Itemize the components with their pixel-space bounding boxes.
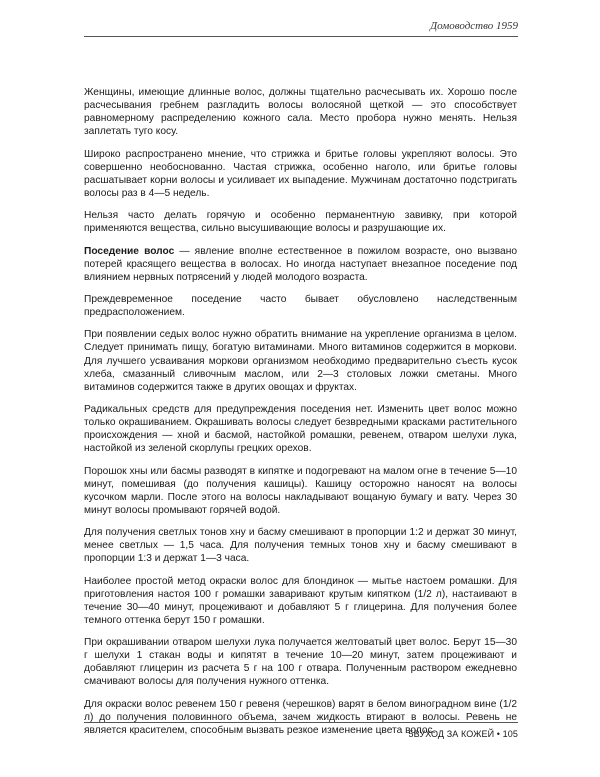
paragraph-long-hair bbox=[84, 86, 517, 138]
paragraph-text: Преждевременное поседение часто бывает обусловлено наследственным предрасположением. bbox=[84, 293, 517, 319]
paragraph-text: Женщины, имеющие длинные волос, должны тщательно расчесывать их. Хорошо после расчесывания гребнем разгладить волосы волосяной щеткой — это способствует равномерному распределению кожного сала. Место пробора нужно менять. Нельзя заплетать туго косу. bbox=[84, 87, 517, 138]
paragraph-text: — явление вполне естественное в пожилом возрасте, оно вызвано потерей красящего вещества в волосах. Но иногда наступает внезапное поседение под влиянием нервных потрясений у людей молодого возраста. bbox=[84, 245, 517, 283]
footer-bullet: • bbox=[496, 729, 501, 739]
paragraph-text: Порошок хны или басмы разводят в кипятке и подогревают на малом огне в течение 5—10 минут, помешивая (до получения кашицы). Кашицу осторожно наносят на волосы кусочком марли. После этого на волосы накладывают вощаную бумагу и вату. Через 30 минут волосы промывают горячей водой. bbox=[84, 465, 517, 516]
paragraph-onion-husk bbox=[84, 636, 517, 688]
paragraph-chamomile bbox=[84, 575, 517, 627]
paragraph-text: Радикальных средств для предупреждения поседения нет. Изменить цвет волос можно только окрашиванием. Окрашивать волосы следует безвредными красками растительного происхождения — хной и басмой, настойкой ромашки, ревенем, отваром шелухи лука, настойкой из зеленой скорлупы грецких орехов. bbox=[84, 404, 517, 455]
footer-section-label: 5ВУХОД ЗА КОЖЕЙ bbox=[408, 729, 495, 739]
header-divider bbox=[84, 36, 518, 37]
footer-label bbox=[408, 729, 518, 739]
paragraph-haircut-myth bbox=[84, 148, 517, 200]
paragraph-text: Нельзя часто делать горячую и особенно перманентную завивку, при которой применяются вещества, сильно высушивающие волосы и разрушающие их. bbox=[84, 210, 517, 235]
paragraph-henna-basma bbox=[84, 465, 517, 517]
footer-divider bbox=[84, 722, 518, 723]
paragraph-proportions bbox=[84, 526, 517, 565]
paragraph-graying bbox=[84, 245, 517, 284]
page-body bbox=[84, 86, 517, 746]
running-title: Домоводство 1959 bbox=[430, 20, 518, 32]
paragraph-perm-warning bbox=[84, 209, 517, 235]
page-number: 105 bbox=[502, 729, 518, 739]
paragraph-text: При окрашивании отваром шелухи лука получается желтоватый цвет волос. Берут 15—30 г шелухи 1 стакан воды и кипятят в течение 10—20 минут, затем процеживают и добавляют глицерин из расчета 5 г на 100 г отвара. Полученным раствором ежедневно смачивают волосы для получения нужного оттенка. bbox=[84, 637, 517, 688]
paragraph-text: Для получения светлых тонов хну и басму смешивают в пропорции 1:2 и держат 30 минут, менее светлых — 1,5 часа. Для получения темных тонов хну и басму смешивают в пропорции 1:3 и держат 1—3 часа. bbox=[84, 527, 517, 565]
paragraph-vitamins bbox=[84, 328, 517, 393]
paragraph-text: Наиболее простой метод окраски волос для блондинок — мытье настоем ромашки. Для приготовления настоя 100 г ромашки заваривают крутым кипятком (1/2 л), настаивают в течение 30—40 минут, процеживают и добавляют 5 г глицерина. Для получения более темного оттенка берут 150 г ромашки. bbox=[84, 575, 517, 626]
paragraph-premature-graying bbox=[84, 293, 517, 319]
paragraph-text: При появлении седых волос нужно обратить внимание на укрепление организма в целом. Следует принимать пищу, богатую витаминами. Много витаминов содержится в моркови. Для лучшего усваивания моркови организмом необходимо предварительно съесть кусок хлеба, смазанный сливочным маслом, или 2—3 столовых ложки сметаны. Много витаминов содержится также в других овощах и фруктах. bbox=[84, 329, 517, 393]
paragraph-text: Для окраски волос ревенем 150 г ревеня (черешков) варят в белом виноградном вине (1/2 л) до получения половинного объема, зачем жидкость втирают в волосы. Ревень не является красителем, способным вызвать резкое изменение цвета волос. bbox=[84, 698, 517, 736]
paragraph-lead-term: Поседение волос bbox=[84, 245, 175, 257]
paragraph-text: Широко распространено мнение, что стрижка и бритье головы укрепляют волосы. Это совершенно необоснованно. Частая стрижка, особенно наголо, или бритье головы расшатывает корни волосы и усиливает их выпадение. Мужчинам достаточно подстригать волосы раз в 4—5 недель. bbox=[84, 148, 517, 199]
paragraph-dyeing bbox=[84, 403, 517, 455]
